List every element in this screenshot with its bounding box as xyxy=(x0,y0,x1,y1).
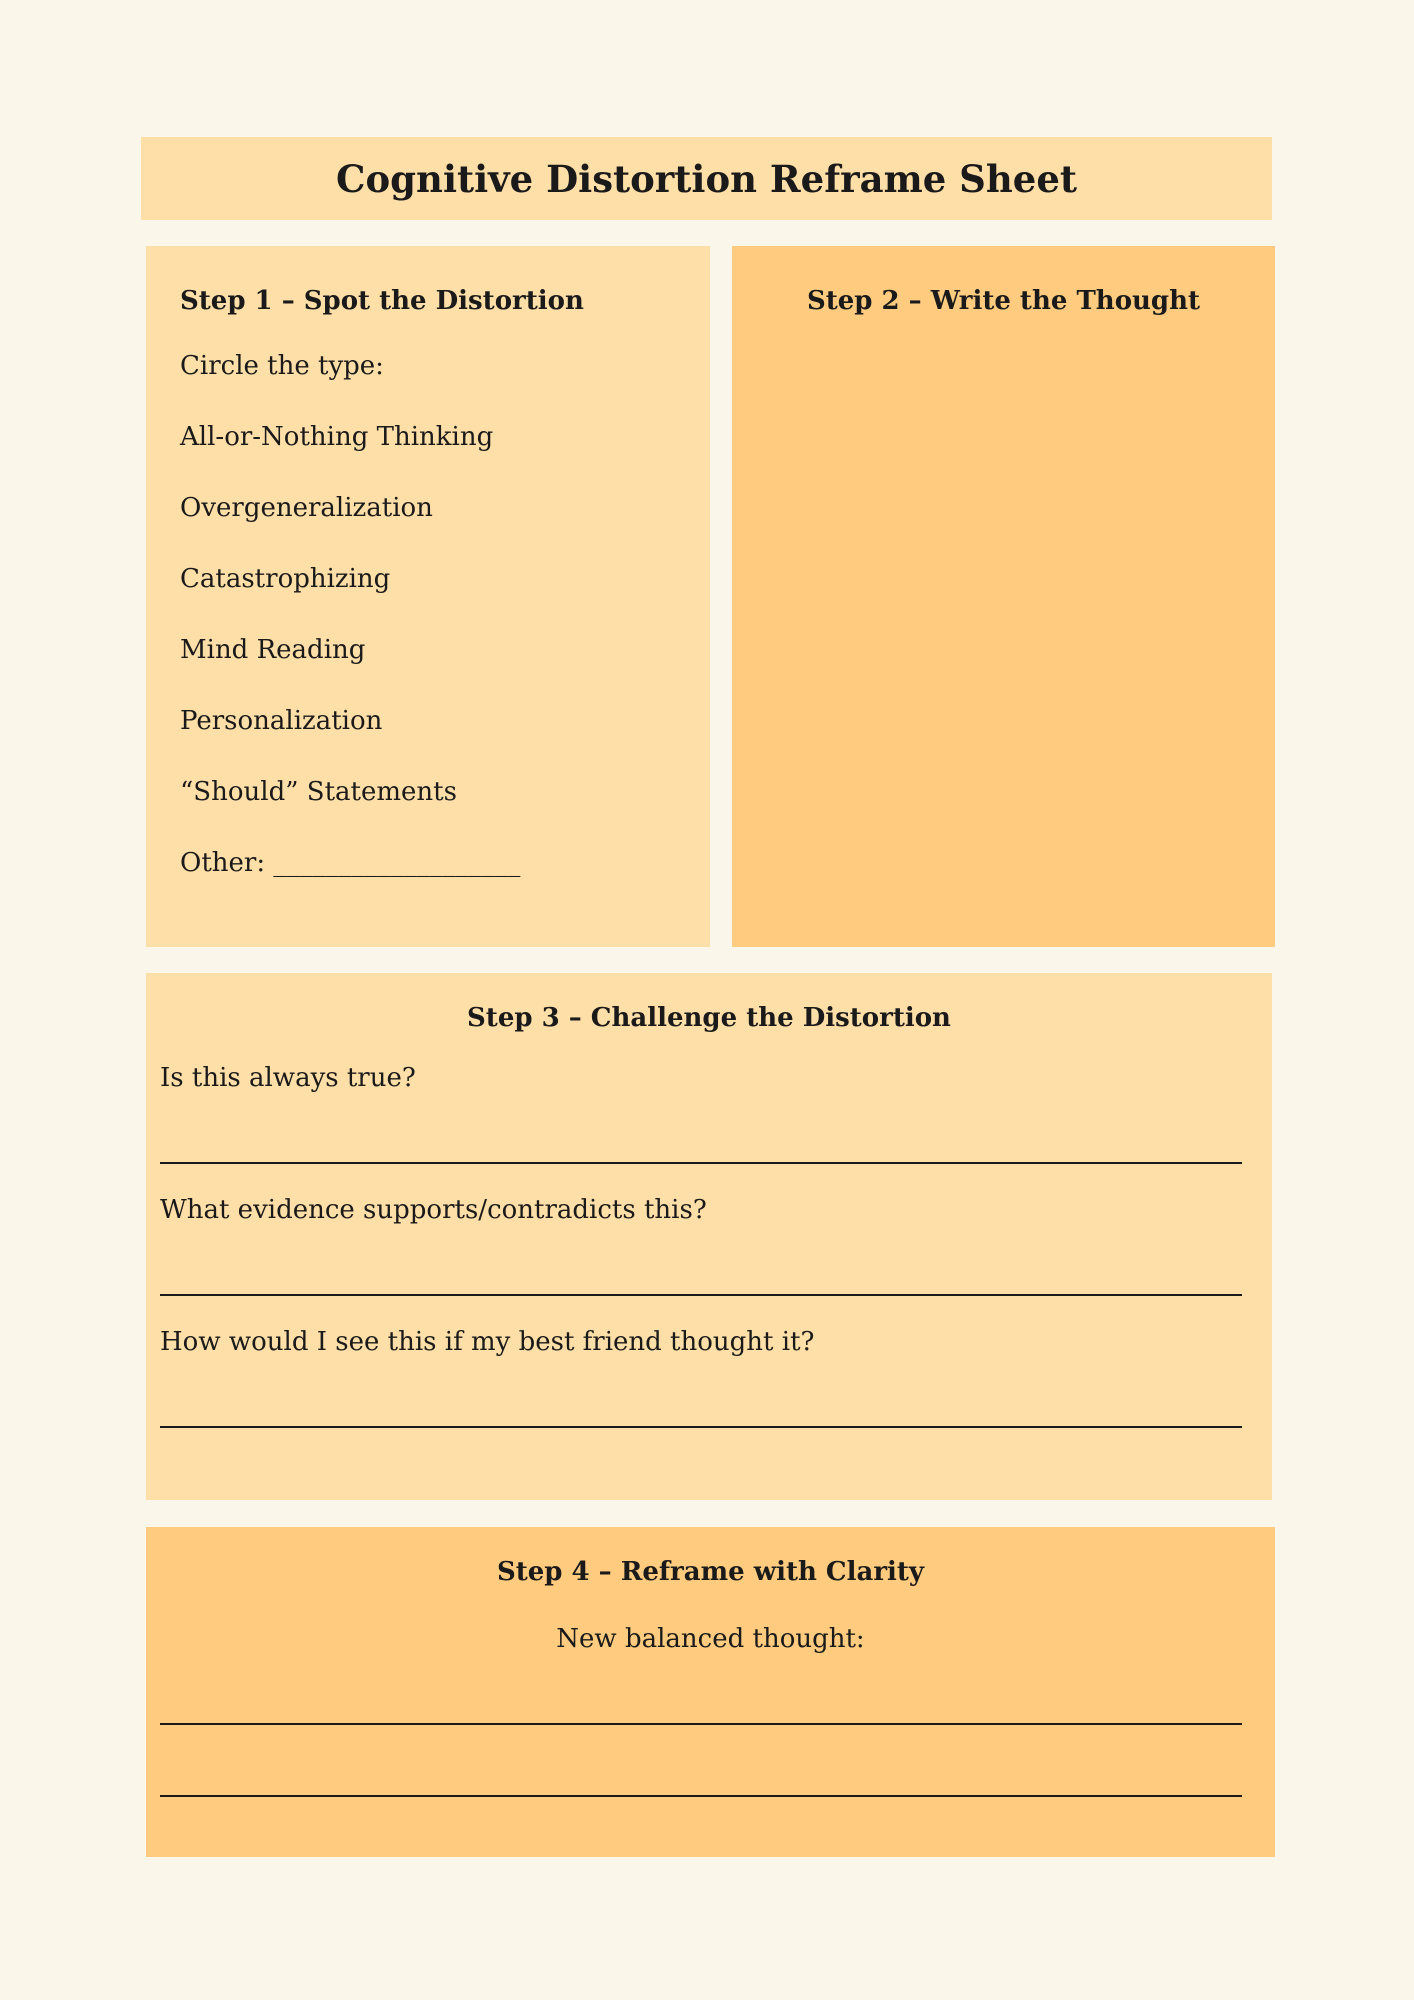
answer-line[interactable] xyxy=(160,1292,1242,1296)
distortion-option-personalization[interactable]: Personalization xyxy=(180,706,383,736)
distortion-option-overgeneralization[interactable]: Overgeneralization xyxy=(180,493,433,523)
distortion-option-other[interactable]: Other: ___________________ xyxy=(180,848,521,878)
distortion-option-should-statements[interactable]: “Should” Statements xyxy=(180,777,457,807)
step1-heading: Step 1 – Spot the Distortion xyxy=(180,286,584,316)
step1-panel xyxy=(146,246,710,947)
balanced-thought-line[interactable] xyxy=(160,1721,1242,1725)
title-bar xyxy=(141,137,1272,220)
page-title: Cognitive Distortion Reframe Sheet xyxy=(336,156,1077,201)
question-block xyxy=(160,1059,1258,1164)
step3-heading: Step 3 – Challenge the Distortion xyxy=(467,1003,951,1033)
circle-type-prompt: Circle the type: xyxy=(180,351,384,381)
question-always-true: Is this always true? xyxy=(160,1063,416,1093)
question-block xyxy=(160,1323,1258,1428)
distortion-option-mind-reading[interactable]: Mind Reading xyxy=(180,635,366,665)
balanced-thought-line[interactable] xyxy=(160,1793,1242,1797)
balanced-thought-prompt: New balanced thought: xyxy=(556,1624,865,1654)
distortion-option-all-or-nothing[interactable]: All-or-Nothing Thinking xyxy=(180,422,494,452)
step4-heading: Step 4 – Reframe with Clarity xyxy=(496,1557,925,1587)
step4-panel xyxy=(146,1527,1275,1857)
distortion-option-catastrophizing[interactable]: Catastrophizing xyxy=(180,564,391,594)
step3-panel xyxy=(146,973,1272,1500)
step2-heading: Step 2 – Write the Thought xyxy=(806,286,1201,316)
step2-panel[interactable] xyxy=(732,246,1275,947)
answer-line[interactable] xyxy=(160,1160,1242,1164)
question-best-friend: How would I see this if my best friend thought it? xyxy=(160,1327,815,1357)
question-block xyxy=(160,1191,1258,1296)
answer-line[interactable] xyxy=(160,1424,1242,1428)
distortion-type-list xyxy=(180,347,676,883)
question-evidence: What evidence supports/contradicts this? xyxy=(160,1195,707,1225)
